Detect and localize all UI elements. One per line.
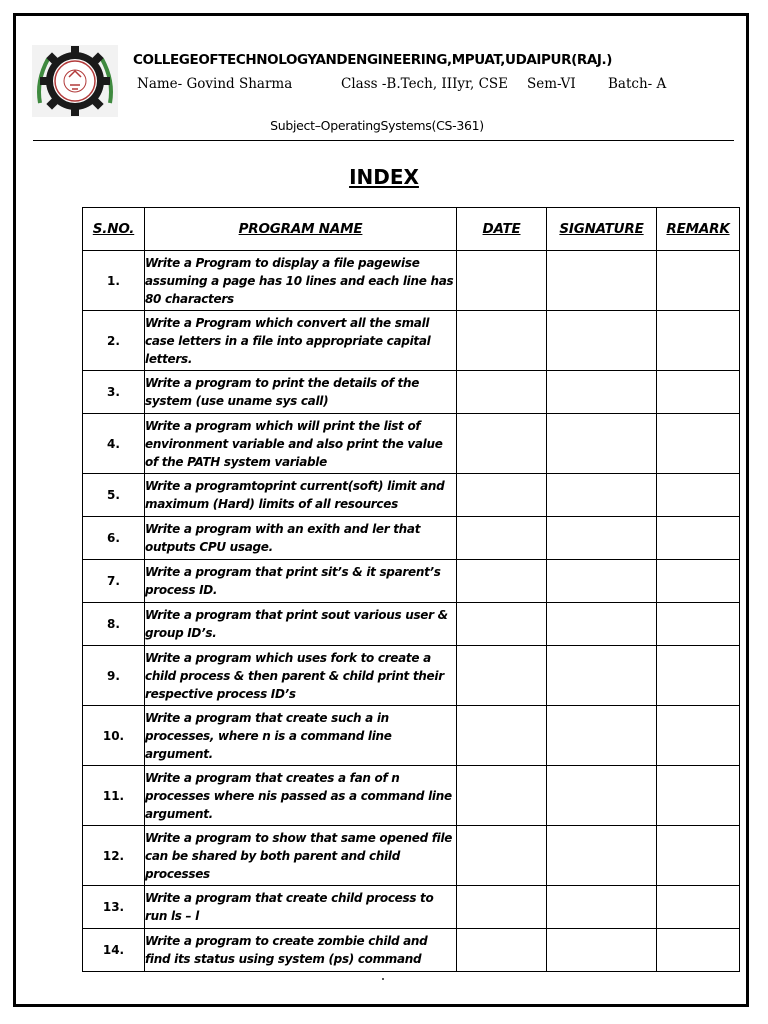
row-remark-cell (657, 560, 740, 603)
row-signature-cell (547, 929, 657, 972)
row-signature-cell (547, 517, 657, 560)
table-row (83, 886, 740, 929)
row-program: Write a program that print sit’s & it sparent’s process ID. (145, 560, 457, 603)
row-signature-cell (547, 886, 657, 929)
row-date-cell (457, 560, 547, 603)
header-divider (33, 140, 734, 141)
row-remark-cell (657, 251, 740, 311)
row-program: Write a program that creates a fan of n processes where nis passed as a command line argument. (145, 766, 457, 826)
college-name: COLLEGEOFTECHNOLOGYANDENGINEERING,MPUAT,UDAIPUR(RAJ.) (133, 52, 613, 68)
batch: Batch- A (608, 76, 667, 92)
row-program: Write a program which uses fork to create a child process & then parent & child print their respective process ID’s (145, 646, 457, 706)
row-signature-cell (547, 251, 657, 311)
row-signature-cell (547, 603, 657, 646)
table-row (83, 929, 740, 972)
row-remark-cell (657, 603, 740, 646)
semester: Sem-VI (527, 76, 576, 92)
subject-line: Subject–OperatingSystems(CS-361) (270, 118, 484, 133)
row-program: Write a program with an exith and ler that outputs CPU usage. (145, 517, 457, 560)
row-remark-cell (657, 886, 740, 929)
row-signature-cell (547, 766, 657, 826)
row-sno: 9. (83, 646, 145, 706)
row-remark-cell (657, 646, 740, 706)
page-speck (382, 978, 384, 980)
row-sno: 10. (83, 706, 145, 766)
row-program: Write a program to print the details of the system (use uname sys call) (145, 371, 457, 414)
row-program: Write a program that create child process to run ls – l (145, 886, 457, 929)
row-remark-cell (657, 474, 740, 517)
row-sno: 3. (83, 371, 145, 414)
row-program: Write a Program which convert all the small case letters in a file into appropriate capital letters. (145, 311, 457, 371)
row-remark-cell (657, 826, 740, 886)
row-sno: 12. (83, 826, 145, 886)
row-remark-cell (657, 311, 740, 371)
table-row (83, 251, 740, 311)
row-signature-cell (547, 646, 657, 706)
table-row (83, 517, 740, 560)
row-remark-cell (657, 766, 740, 826)
row-sno: 11. (83, 766, 145, 826)
row-date-cell (457, 826, 547, 886)
row-date-cell (457, 414, 547, 474)
table-row (83, 706, 740, 766)
table-row (83, 560, 740, 603)
row-signature-cell (547, 414, 657, 474)
student-name: Name- Govind Sharma (137, 76, 293, 92)
student-class: Class -B.Tech, IIIyr, CSE (341, 76, 509, 92)
table-row (83, 766, 740, 826)
column-header-date: DATE (457, 208, 547, 251)
row-program: Write a programtoprint current(soft) limit and maximum (Hard) limits of all resources (145, 474, 457, 517)
table-row (83, 371, 740, 414)
row-remark-cell (657, 517, 740, 560)
table-row (83, 474, 740, 517)
college-logo (32, 45, 118, 117)
table-row (83, 826, 740, 886)
row-date-cell (457, 706, 547, 766)
index-title: INDEX (349, 165, 419, 189)
table-row (83, 414, 740, 474)
row-signature-cell (547, 474, 657, 517)
table-row (83, 646, 740, 706)
row-remark-cell (657, 929, 740, 972)
row-date-cell (457, 311, 547, 371)
column-header-signature: SIGNATURE (547, 208, 657, 251)
column-header-program: PROGRAM NAME (145, 208, 457, 251)
row-remark-cell (657, 371, 740, 414)
row-program: Write a Program to display a file pagewise assuming a page has 10 lines and each line has 80 characters (145, 251, 457, 311)
row-signature-cell (547, 826, 657, 886)
row-signature-cell (547, 311, 657, 371)
row-date-cell (457, 929, 547, 972)
row-date-cell (457, 766, 547, 826)
row-sno: 13. (83, 886, 145, 929)
row-program: Write a program to create zombie child and find its status using system (ps) command (145, 929, 457, 972)
row-signature-cell (547, 706, 657, 766)
row-sno: 2. (83, 311, 145, 371)
row-program: Write a program that print sout various user & group ID’s. (145, 603, 457, 646)
column-header-sno: S.NO. (83, 208, 145, 251)
row-date-cell (457, 371, 547, 414)
row-date-cell (457, 474, 547, 517)
row-date-cell (457, 603, 547, 646)
row-program: Write a program which will print the list of environment variable and also print the value of the PATH system variable (145, 414, 457, 474)
row-sno: 4. (83, 414, 145, 474)
row-program: Write a program that create such a in processes, where n is a command line argument. (145, 706, 457, 766)
row-remark-cell (657, 706, 740, 766)
row-date-cell (457, 251, 547, 311)
row-program: Write a program to show that same opened file can be shared by both parent and child processes (145, 826, 457, 886)
table-row (83, 603, 740, 646)
table-row (83, 311, 740, 371)
row-signature-cell (547, 560, 657, 603)
row-date-cell (457, 646, 547, 706)
table-header-row (83, 208, 740, 251)
column-header-remark: REMARK (657, 208, 740, 251)
row-sno: 14. (83, 929, 145, 972)
row-sno: 7. (83, 560, 145, 603)
row-sno: 6. (83, 517, 145, 560)
row-sno: 1. (83, 251, 145, 311)
row-date-cell (457, 886, 547, 929)
row-sno: 5. (83, 474, 145, 517)
college-gear-seal-icon (32, 45, 118, 117)
index-table (82, 207, 740, 972)
row-sno: 8. (83, 603, 145, 646)
row-date-cell (457, 517, 547, 560)
row-signature-cell (547, 371, 657, 414)
row-remark-cell (657, 414, 740, 474)
